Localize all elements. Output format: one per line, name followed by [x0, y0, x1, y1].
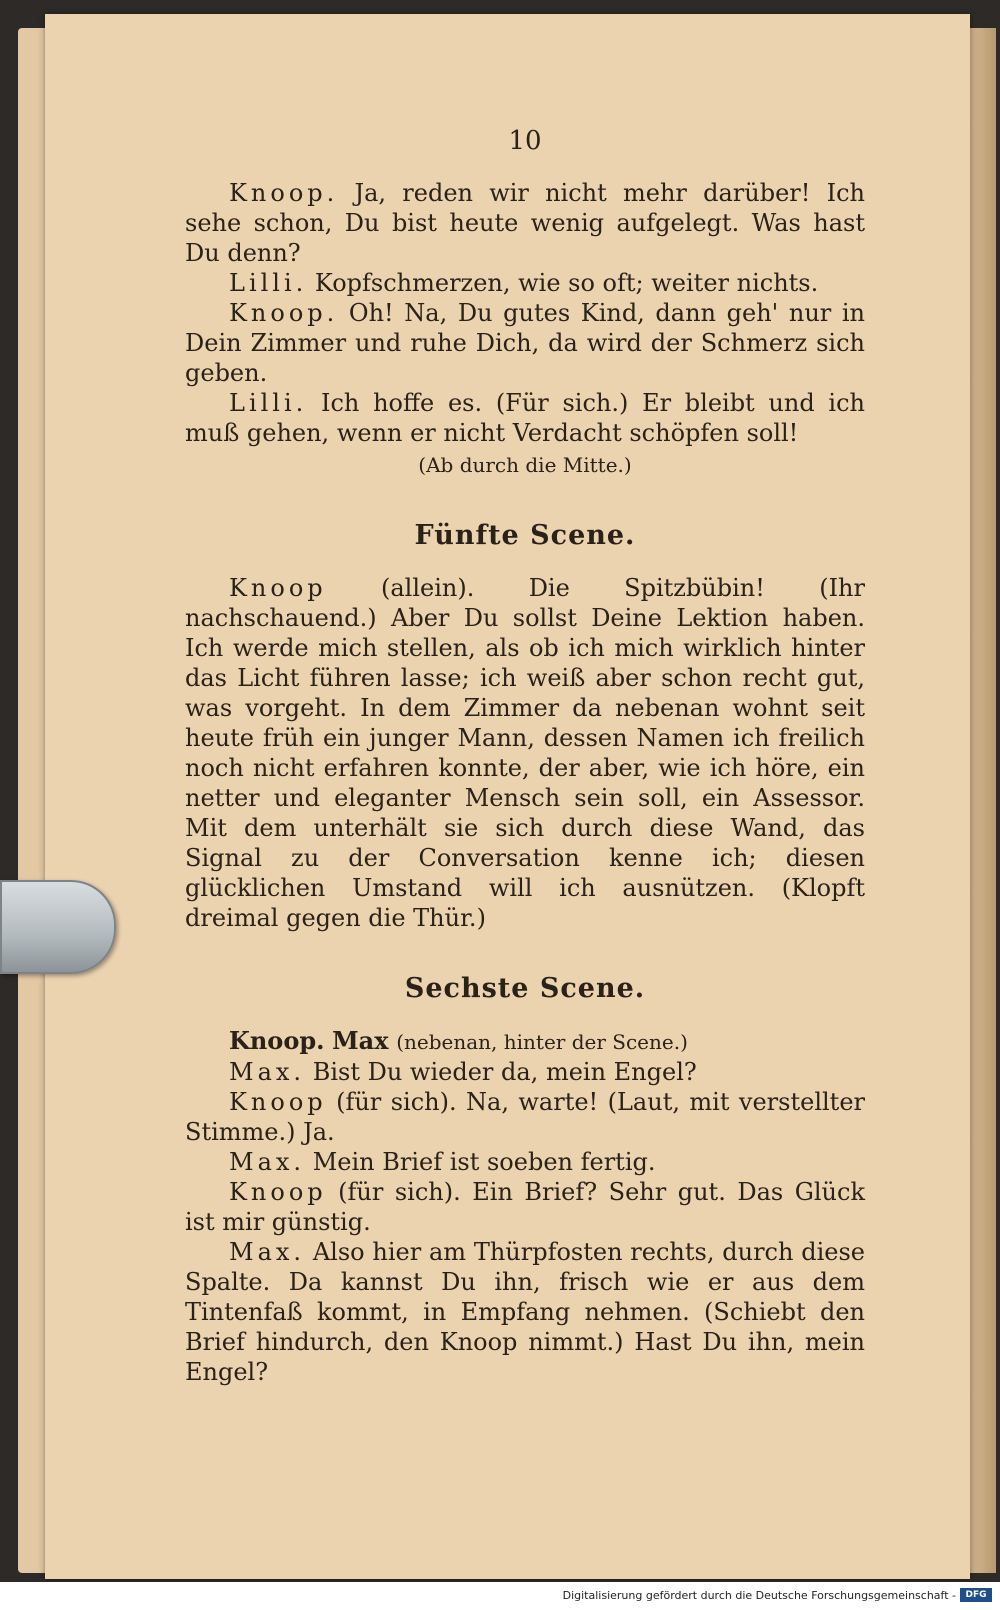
cast-knoop: Knoop.	[229, 1026, 325, 1055]
dialogue-paragraph	[185, 388, 865, 448]
dialogue-text: Kopfschmerzen, wie so oft; weiter nichts.	[314, 269, 819, 297]
speaker-name: Lilli.	[229, 269, 308, 297]
speaker-name: Knoop	[229, 1178, 327, 1206]
page-content	[185, 126, 865, 1387]
page-clip	[0, 880, 116, 974]
dialogue-text: (für sich). Ein Brief? Sehr gut. Das Glück ist mir günstig.	[185, 1178, 865, 1236]
cast-list	[185, 1026, 865, 1057]
scene-heading-5: Fünfte Scene.	[414, 520, 636, 551]
dialogue-text: (für sich). Na, warte! (Laut, mit verstellter Stimme.) Ja.	[185, 1088, 865, 1146]
cast-max: Max	[332, 1026, 389, 1055]
speaker-name: Knoop.	[229, 179, 339, 207]
footer-credit: Digitalisierung gefördert durch die Deutsche Forschungsgemeinschaft -	[562, 1589, 956, 1602]
speaker-name: Max.	[229, 1238, 306, 1266]
dialogue-text: Bist Du wieder da, mein Engel?	[312, 1058, 697, 1086]
footer-bar	[0, 1582, 1000, 1610]
stage-direction: (Ab durch die Mitte.)	[418, 453, 632, 477]
dialogue-paragraph	[185, 1177, 865, 1237]
dialogue-paragraph	[185, 298, 865, 388]
dialogue-text: (allein). Die Spitzbübin! (Ihr nachschauend.) Aber Du sollst Deine Lektion haben. Ich werde mich stellen, als ob ich mich wirklich hinter das Licht führen lasse; ich weiß aber schon recht gut, was vorgeht. In dem Zimmer da nebenan wohnt seit heute früh ein junger Mann, dessen Namen ich freilich noch nicht erfahren konnte, der aber, wie ich höre, ein netter und eleganter Mensch sein soll, ein Assessor. Mit dem unterhält sie sich durch diese Wand, das Signal zu der Conversation kenne ich; diesen glücklichen Umstand will ich ausnützen. (Klopft dreimal gegen die Thür.)	[185, 574, 865, 932]
dialogue-text: Oh! Na, Du gutes Kind, dann geh' nur in Dein Zimmer und ruhe Dich, da wird der Schmerz sich geben.	[185, 299, 865, 387]
dialogue-text: Also hier am Thürpfosten rechts, durch diese Spalte. Da kannst Du ihn, frisch wie er aus dem Tintenfaß kommt, in Empfang nehmen. (Schiebt den Brief hindurch, den Knoop nimmt.) Hast Du ihn, mein Engel?	[185, 1238, 865, 1386]
dialogue-text: Ja, reden wir nicht mehr darüber! Ich sehe schon, Du bist heute wenig aufgelegt. Was hast Du denn?	[185, 179, 865, 267]
speaker-name: Lilli.	[229, 389, 308, 417]
speaker-name: Knoop.	[229, 299, 339, 327]
scene-heading-6: Sechste Scene.	[404, 973, 646, 1004]
speaker-name: Knoop	[229, 574, 327, 602]
page-number: 10	[508, 126, 542, 156]
dialogue-text: Ich hoffe es. (Für sich.) Er bleibt und ich muß gehen, wenn er nicht Verdacht schöpfen soll!	[185, 389, 865, 447]
dialogue-paragraph	[185, 1237, 865, 1387]
speaker-name: Max.	[229, 1058, 306, 1086]
dialogue-paragraph	[185, 178, 865, 268]
dialogue-text: Mein Brief ist soeben fertig.	[312, 1148, 656, 1176]
dialogue-paragraph	[185, 1087, 865, 1147]
dfg-logo: DFG	[960, 1588, 992, 1602]
dialogue-paragraph	[185, 268, 865, 298]
speaker-name: Max.	[229, 1148, 306, 1176]
dialogue-paragraph	[185, 1147, 865, 1177]
speaker-name: Knoop	[229, 1088, 327, 1116]
cast-note: (nebenan, hinter der Scene.)	[396, 1030, 688, 1054]
book-page	[45, 14, 970, 1579]
dialogue-paragraph	[185, 1057, 865, 1087]
monologue-paragraph	[185, 573, 865, 933]
